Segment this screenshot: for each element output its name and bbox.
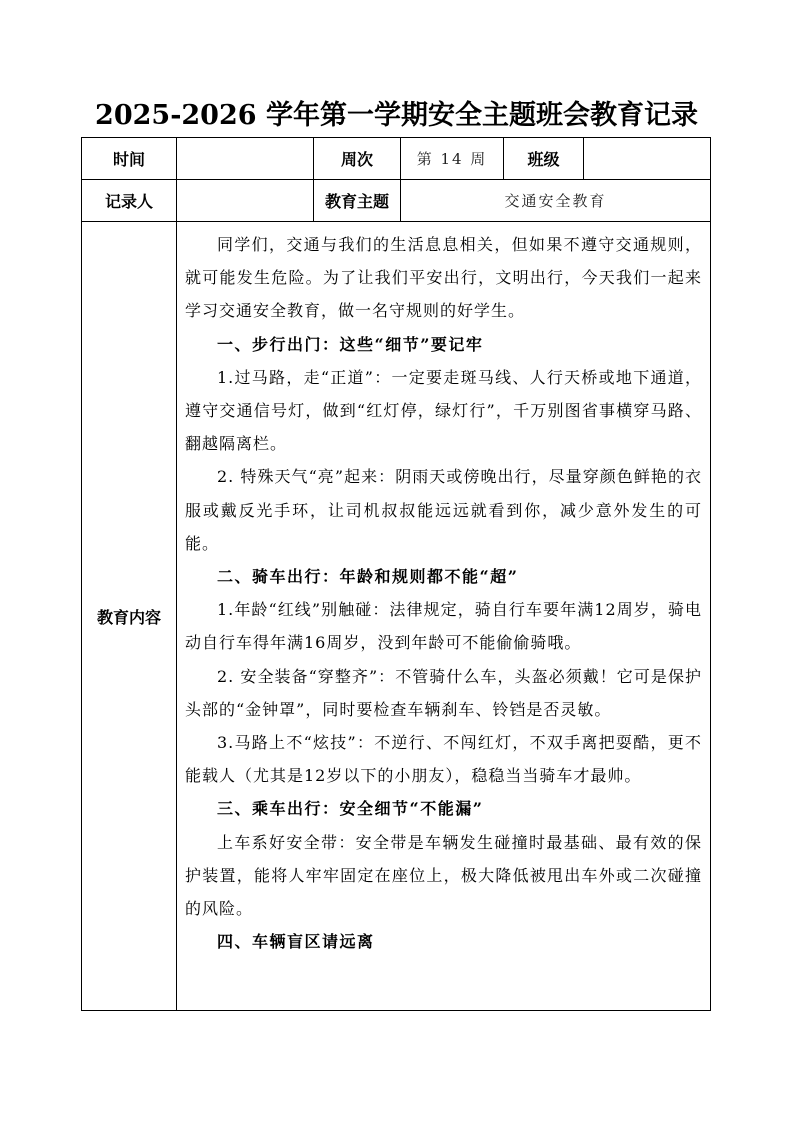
section-heading: 四、车辆盲区请远离 [217, 932, 375, 952]
row-time [82, 138, 711, 180]
week-value: 第 14 周 [401, 138, 504, 180]
row-recorder [82, 180, 711, 222]
row-content [82, 222, 711, 1011]
paragraph: 上车系好安全带：安全带是车辆发生碰撞时最基础、最有效的保护装置，能将人牢牢固定在座位上，极大降低被甩出车外或二次碰撞的风险。 [185, 832, 702, 919]
time-label: 时间 [82, 138, 177, 180]
class-value [584, 138, 711, 180]
paragraph: 3.马路上不“炫技”：不逆行、不闯红灯，不双手离把耍酷，更不能载人（尤其是12岁以下的小朋友），稳稳当当骑车才最帅。 [185, 733, 702, 786]
content-paragraphs [185, 228, 702, 958]
theme-value: 交通安全教育 [401, 180, 711, 222]
paragraph: 同学们，交通与我们的生活息息相关，但如果不遵守交通规则，就可能发生危险。为了让我们平安出行，文明出行，今天我们一起来学习交通安全教育，做一名守规则的好学生。 [185, 235, 702, 321]
week-label: 周次 [314, 138, 401, 180]
section-heading: 二、骑车出行：年龄和规则都不能“超” [217, 567, 519, 587]
content-body [177, 222, 711, 1011]
paragraph: 2. 安全装备“穿整齐”：不管骑什么车，头盔必须戴！它可是保护头部的“金钟罩”，同时要检查车辆刹车、铃铛是否灵敏。 [185, 666, 702, 719]
page-title: 2025-2026 学年第一学期安全主题班会教育记录 [95, 100, 698, 131]
paragraph: 2. 特殊天气“亮”起来：阴雨天或傍晚出行，尽量穿颜色鲜艳的衣服或戴反光手环，让司机叔叔能远远就看到你，减少意外发生的可能。 [185, 467, 702, 553]
time-value [177, 138, 314, 180]
recorder-label: 记录人 [82, 180, 177, 222]
record-table [81, 137, 711, 1011]
class-label: 班级 [504, 138, 584, 180]
section-heading: 三、乘车出行：安全细节“不能漏” [217, 799, 484, 819]
paragraph: 1.过马路，走“正道”：一定要走斑马线、人行天桥或地下通道，遵守交通信号灯，做到“红灯停，绿灯行”，千万别图省事横穿马路、翻越隔离栏。 [185, 367, 702, 454]
theme-label: 教育主题 [314, 180, 401, 222]
section-heading: 一、步行出门：这些“细节”要记牢 [217, 334, 484, 354]
paragraph: 1.年龄“红线”别触碰：法律规定，骑自行车要年满12周岁，骑电动自行车得年满16周岁，没到年龄可不能偷偷骑哦。 [185, 600, 702, 653]
content-label: 教育内容 [82, 222, 177, 1011]
recorder-value [177, 180, 314, 222]
